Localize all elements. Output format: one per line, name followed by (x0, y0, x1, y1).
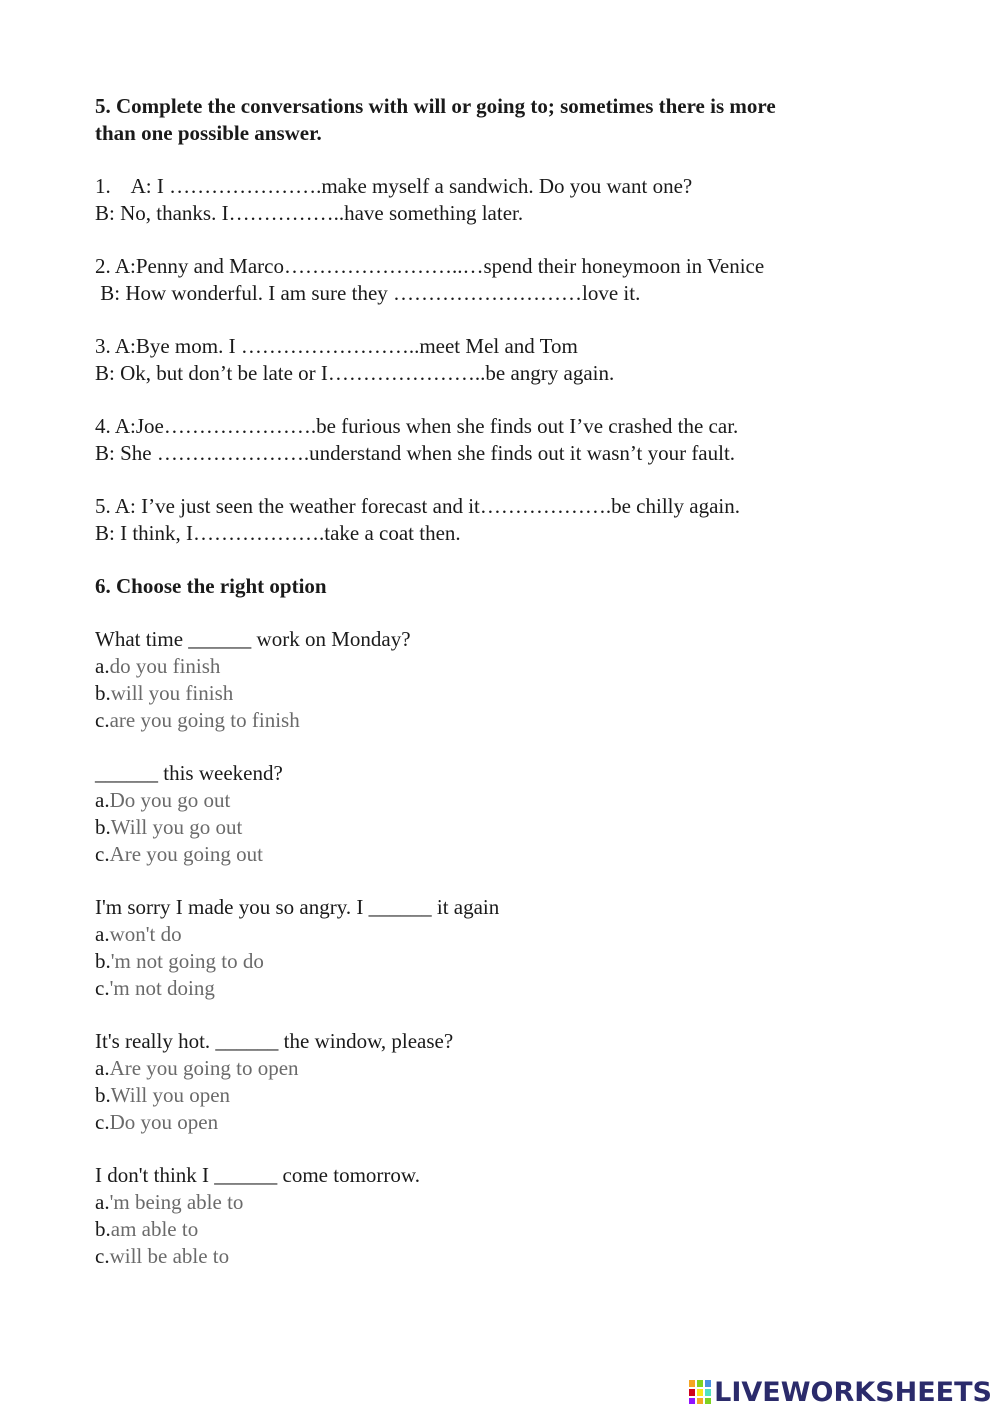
option-text: 'm being able to (109, 1190, 244, 1214)
question-2-option-b[interactable] (95, 814, 895, 841)
question-3-option-c[interactable] (95, 975, 895, 1002)
section-5-heading-line-2: than one possible answer. (95, 121, 322, 145)
option-letter: a. (95, 922, 110, 946)
conversation-1 (95, 173, 895, 227)
question-3-option-b[interactable] (95, 948, 895, 975)
question-5-option-c[interactable] (95, 1243, 895, 1270)
option-text: 'm not doing (109, 976, 215, 1000)
option-letter: a. (95, 788, 110, 812)
option-text: won't do (109, 922, 182, 946)
option-letter: a. (95, 1190, 110, 1214)
question-1-option-a[interactable] (95, 653, 895, 680)
option-text: Are you going to open (109, 1056, 299, 1080)
option-letter: b. (95, 815, 111, 839)
question-2-prompt: ______ this weekend? (95, 761, 283, 785)
question-4 (95, 1028, 895, 1136)
question-3-option-a[interactable] (95, 921, 895, 948)
question-4-prompt: It's really hot. ______ the window, please? (95, 1029, 454, 1053)
conversation-5-line-b: B: I think, I……………….take a coat then. (95, 521, 461, 545)
conversation-2 (95, 253, 895, 307)
option-letter: c. (95, 976, 110, 1000)
option-text: do you finish (109, 654, 221, 678)
option-text: Do you open (109, 1110, 219, 1134)
conversation-3-line-a: 3. A:Bye mom. I ……………………..meet Mel and Tom (95, 334, 578, 358)
option-text: will you finish (110, 681, 234, 705)
section-5-heading (95, 93, 895, 147)
liveworksheets-logo-text: LIVEWORKSHEETS (714, 1376, 992, 1408)
option-letter: a. (95, 654, 110, 678)
question-5-option-b[interactable] (95, 1216, 895, 1243)
conversation-2-line-b: B: How wonderful. I am sure they ………………………love it. (95, 281, 641, 305)
option-letter: c. (95, 1244, 110, 1268)
option-text: Will you go out (110, 815, 243, 839)
section-6 (95, 573, 895, 1270)
question-1 (95, 626, 895, 734)
question-1-prompt: What time ______ work on Monday? (95, 627, 411, 651)
option-letter: b. (95, 949, 111, 973)
option-letter: a. (95, 1056, 110, 1080)
option-letter: b. (95, 1217, 111, 1241)
question-3-prompt: I'm sorry I made you so angry. I ______ it again (95, 895, 500, 919)
option-letter: c. (95, 708, 110, 732)
option-letter: c. (95, 842, 110, 866)
question-5-prompt: I don't think I ______ come tomorrow. (95, 1163, 420, 1187)
section-6-heading: 6. Choose the right option (95, 574, 327, 598)
section-5-heading-line-1: 5. Complete the conversations with will or going to; sometimes there is more (95, 94, 776, 118)
question-5 (95, 1162, 895, 1270)
conversation-1-line-b: B: No, thanks. I……………..have something later. (95, 201, 524, 225)
option-text: are you going to finish (109, 708, 300, 732)
option-letter: c. (95, 1110, 110, 1134)
option-letter: b. (95, 1083, 111, 1107)
question-1-option-b[interactable] (95, 680, 895, 707)
worksheet-page (95, 93, 895, 1270)
question-3 (95, 894, 895, 1002)
conversation-5-line-a: 5. A: I’ve just seen the weather forecast and it……………….be chilly again. (95, 494, 740, 518)
question-2 (95, 760, 895, 868)
option-text: Do you go out (109, 788, 231, 812)
question-4-option-a[interactable] (95, 1055, 895, 1082)
option-text: Are you going out (109, 842, 263, 866)
liveworksheets-logo-icon (689, 1380, 711, 1404)
conversation-5 (95, 493, 895, 547)
conversation-4 (95, 413, 895, 467)
question-2-option-a[interactable] (95, 787, 895, 814)
conversation-3-line-b: B: Ok, but don’t be late or I…………………..be angry again. (95, 361, 615, 385)
conversation-4-line-a: 4. A:Joe………………….be furious when she finds out I’ve crashed the car. (95, 414, 739, 438)
option-text: will be able to (109, 1244, 230, 1268)
conversation-1-line-a: 1. A: I ………………….make myself a sandwich. Do you want one? (95, 174, 693, 198)
question-2-option-c[interactable] (95, 841, 895, 868)
option-text: am able to (110, 1217, 199, 1241)
question-4-option-b[interactable] (95, 1082, 895, 1109)
question-1-option-c[interactable] (95, 707, 895, 734)
question-5-option-a[interactable] (95, 1189, 895, 1216)
liveworksheets-logo (689, 1377, 992, 1407)
conversation-3 (95, 333, 895, 387)
option-text: Will you open (110, 1083, 231, 1107)
section-5 (95, 93, 895, 547)
question-4-option-c[interactable] (95, 1109, 895, 1136)
conversation-2-line-a: 2. A:Penny and Marco……………………..…spend their honeymoon in Venice (95, 254, 765, 278)
option-letter: b. (95, 681, 111, 705)
conversation-4-line-b: B: She ………………….understand when she finds out it wasn’t your fault. (95, 441, 736, 465)
option-text: 'm not going to do (110, 949, 264, 973)
